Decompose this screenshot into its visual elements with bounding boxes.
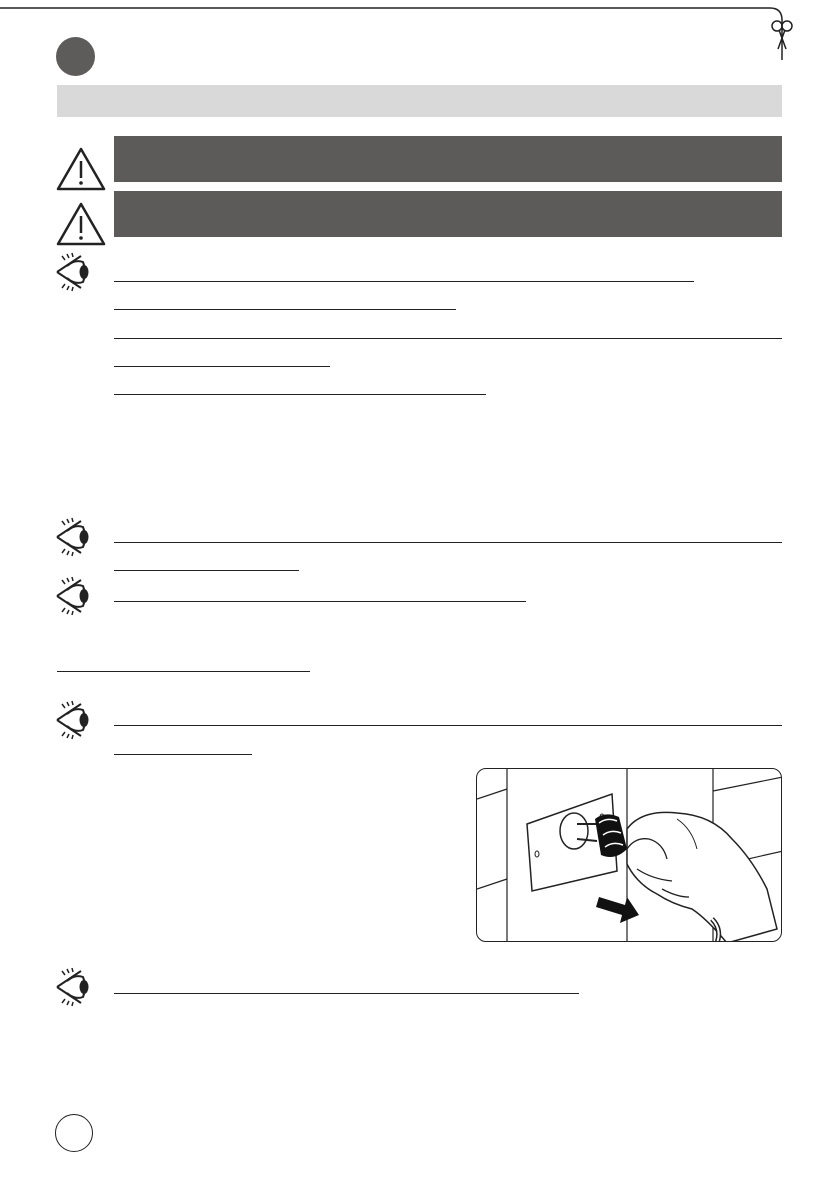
warning-triangle-icon [55,201,107,247]
text-line [114,601,526,602]
section-title-bar [57,85,782,117]
eye-icon [53,517,93,557]
text-line [114,725,782,726]
eye-icon [53,700,93,740]
eye-icon [53,252,93,292]
eye-icon [53,576,93,616]
text-line [114,338,782,339]
eye-icon [53,967,93,1007]
section-number-circle [56,37,95,76]
text-line [57,671,310,672]
text-line [114,542,782,543]
text-line [114,366,330,367]
text-line [114,993,579,994]
text-line [114,281,694,282]
text-line [114,394,486,395]
warning-triangle-icon [55,146,107,192]
cut-line [0,0,839,60]
text-line [114,309,456,310]
unplug-illustration [476,768,782,942]
warning-bar-1 [114,136,782,182]
page-number-circle [55,1114,93,1152]
text-line [114,570,299,571]
text-line [114,754,252,755]
warning-bar-2 [114,191,782,237]
